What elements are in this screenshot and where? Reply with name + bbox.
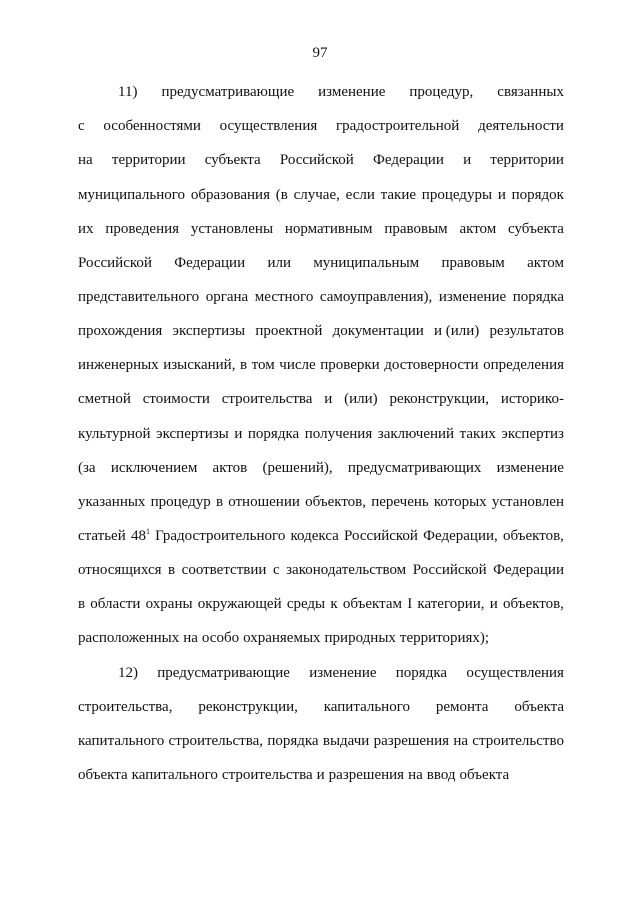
- word: на: [78, 152, 93, 168]
- word: окружающей: [197, 596, 282, 612]
- word: муниципальным: [313, 255, 420, 271]
- word: представительного: [78, 289, 200, 305]
- word: соответствии: [181, 562, 267, 578]
- word: порядка: [512, 289, 564, 305]
- word: актом: [527, 255, 564, 271]
- word: предусматривающих: [347, 460, 482, 476]
- word: объектов,: [502, 596, 564, 612]
- text-line: [78, 389, 564, 409]
- word: территории: [490, 152, 564, 168]
- text-line: [78, 628, 564, 648]
- word: правовым: [384, 221, 448, 237]
- word: и: [489, 596, 498, 612]
- word: указанных: [78, 494, 146, 510]
- word: объекта: [78, 767, 128, 783]
- word: проведения: [105, 221, 180, 237]
- word: реконструкции,: [389, 391, 490, 407]
- word: культурной: [78, 426, 151, 442]
- word: ремонта: [435, 699, 489, 715]
- text-line: [78, 458, 564, 478]
- word: Российской: [412, 562, 487, 578]
- text-line: [78, 116, 564, 136]
- word: и: [234, 426, 243, 442]
- word-with-footnote: [131, 526, 150, 546]
- word: экспертизы: [156, 426, 229, 442]
- word: сметной: [78, 391, 131, 407]
- word: Федерации: [493, 562, 564, 578]
- word: порядка: [267, 733, 319, 749]
- text-line: [78, 355, 564, 375]
- word: выдачи: [322, 733, 370, 749]
- word: расположенных: [78, 630, 180, 646]
- word: том: [251, 357, 275, 373]
- word: к: [330, 596, 338, 612]
- word: актом: [459, 221, 497, 237]
- text-line: [78, 731, 564, 751]
- word: на: [183, 630, 198, 646]
- word: особенностями: [103, 118, 201, 134]
- word: ввод: [426, 767, 456, 783]
- word: исключением: [110, 460, 198, 476]
- word: проектной: [255, 323, 323, 339]
- text-line: [78, 765, 564, 785]
- text-line: [118, 82, 564, 102]
- word: на: [408, 767, 423, 783]
- word: Российской: [344, 528, 418, 544]
- word: разрешения: [373, 733, 450, 749]
- word: достоверности: [384, 357, 479, 373]
- word: Градостроительного: [155, 528, 286, 544]
- word: получения: [304, 426, 373, 442]
- text-line: [78, 492, 564, 512]
- word: и: [463, 152, 472, 168]
- word: субъекта: [508, 221, 564, 237]
- word: актов: [212, 460, 248, 476]
- word: области: [90, 596, 141, 612]
- text-line: [78, 185, 564, 205]
- word: которых: [433, 494, 487, 510]
- word: нормативным: [284, 221, 373, 237]
- word: статьей: [78, 528, 126, 544]
- word: случае,: [293, 187, 340, 203]
- word: стоимости: [142, 391, 210, 407]
- word: если: [345, 187, 375, 203]
- word: определения: [483, 357, 564, 373]
- word: процедур,: [409, 84, 474, 100]
- word: капитального: [78, 733, 165, 749]
- word: таких: [459, 426, 496, 442]
- word: порядок: [511, 187, 564, 203]
- word: в: [168, 562, 176, 578]
- word: проверки: [320, 357, 380, 373]
- text-line: [78, 253, 564, 273]
- word: кодекса: [290, 528, 339, 544]
- word: территориях);: [399, 630, 490, 646]
- word: числе: [279, 357, 316, 373]
- text-line: [78, 526, 564, 546]
- word: такие: [380, 187, 417, 203]
- word: Федерации: [174, 255, 246, 271]
- word: образования: [190, 187, 270, 203]
- word: установлен: [491, 494, 564, 510]
- word: градостроительной: [336, 118, 460, 134]
- word: объекта: [514, 699, 564, 715]
- word: правовым: [441, 255, 505, 271]
- word: объекта: [459, 767, 510, 783]
- word: объектов,: [502, 528, 564, 544]
- word: предусматривающие: [161, 84, 295, 100]
- word: Российской: [78, 255, 152, 271]
- text-line: [78, 424, 564, 444]
- word: (или): [344, 391, 378, 407]
- text-line: [78, 219, 564, 239]
- word: экспертизы: [172, 323, 246, 339]
- word: в: [215, 494, 224, 510]
- word: отношении: [228, 494, 300, 510]
- word: и: [497, 187, 506, 203]
- word: порядка: [247, 426, 300, 442]
- word: органа: [205, 289, 249, 305]
- footnote-mark: 1: [145, 527, 150, 536]
- word: или: [267, 255, 291, 271]
- word: реконструкции,: [198, 699, 298, 715]
- word: порядка: [395, 665, 448, 681]
- word: Федерации: [373, 152, 444, 168]
- word: изменение: [309, 665, 377, 681]
- word: объектов,: [305, 494, 367, 510]
- text-line: [78, 697, 564, 717]
- word: 48: [130, 528, 146, 544]
- word: строительства,: [78, 699, 173, 715]
- text-line: [78, 594, 564, 614]
- word: муниципального: [78, 187, 186, 203]
- word: установлены: [190, 221, 274, 237]
- text-line: [78, 321, 564, 341]
- word: самоуправления),: [319, 289, 433, 305]
- word: деятельности: [478, 118, 564, 134]
- word: законодательством: [286, 562, 407, 578]
- word: территории: [111, 152, 186, 168]
- word: документации: [332, 323, 424, 339]
- word: с: [78, 118, 85, 134]
- word: с: [272, 562, 280, 578]
- word: 12): [118, 665, 138, 681]
- word: и (или): [433, 323, 480, 339]
- word: в: [78, 596, 86, 612]
- word: предусматривающие: [157, 665, 290, 681]
- page-number: 97: [312, 45, 328, 61]
- text-line: [78, 287, 564, 307]
- word: относящихся: [78, 562, 162, 578]
- word: разрешения: [328, 767, 405, 783]
- word: (решений),: [262, 460, 333, 476]
- word: местного: [254, 289, 314, 305]
- text-line: [118, 663, 564, 683]
- word: связанных: [497, 84, 564, 100]
- word: процедур: [150, 494, 211, 510]
- word: Российской: [279, 152, 354, 168]
- word: (за: [78, 460, 96, 476]
- word: изменение: [438, 289, 507, 305]
- word: перечень: [371, 494, 429, 510]
- word: среды: [286, 596, 326, 612]
- word: изысканий,: [163, 357, 236, 373]
- word: объектам: [342, 596, 402, 612]
- word: в: [240, 357, 248, 373]
- word: Федерации,: [423, 528, 498, 544]
- word: результатов: [489, 323, 564, 339]
- word: прохождения: [78, 323, 163, 339]
- word: капитального: [323, 699, 410, 715]
- word: и: [324, 391, 333, 407]
- word: природных: [324, 630, 396, 646]
- word: охраняемых: [243, 630, 321, 646]
- word: осуществления: [466, 665, 564, 681]
- text-line: [78, 560, 564, 580]
- word: изменение: [496, 460, 564, 476]
- word: строительства,: [168, 733, 264, 749]
- text-line: [78, 150, 564, 170]
- word: их: [78, 221, 94, 237]
- word: 11): [118, 84, 138, 100]
- word: строительства: [221, 767, 313, 783]
- word: субъекта: [204, 152, 261, 168]
- word: строительства: [221, 391, 313, 407]
- word: особо: [201, 630, 240, 646]
- word: изменение: [318, 84, 386, 100]
- word: категории,: [417, 596, 485, 612]
- word: экспертиз: [501, 426, 564, 442]
- word: историко-: [500, 391, 564, 407]
- word: процедуры: [421, 187, 493, 203]
- word: осуществления: [219, 118, 318, 134]
- word: охраны: [145, 596, 193, 612]
- word: инженерных: [78, 357, 159, 373]
- word: строительство: [472, 733, 564, 749]
- word: заключений: [377, 426, 455, 442]
- word: I: [407, 596, 413, 612]
- word: и: [316, 767, 325, 783]
- word: (в: [275, 187, 288, 203]
- word: капитального: [131, 767, 218, 783]
- word: на: [453, 733, 468, 749]
